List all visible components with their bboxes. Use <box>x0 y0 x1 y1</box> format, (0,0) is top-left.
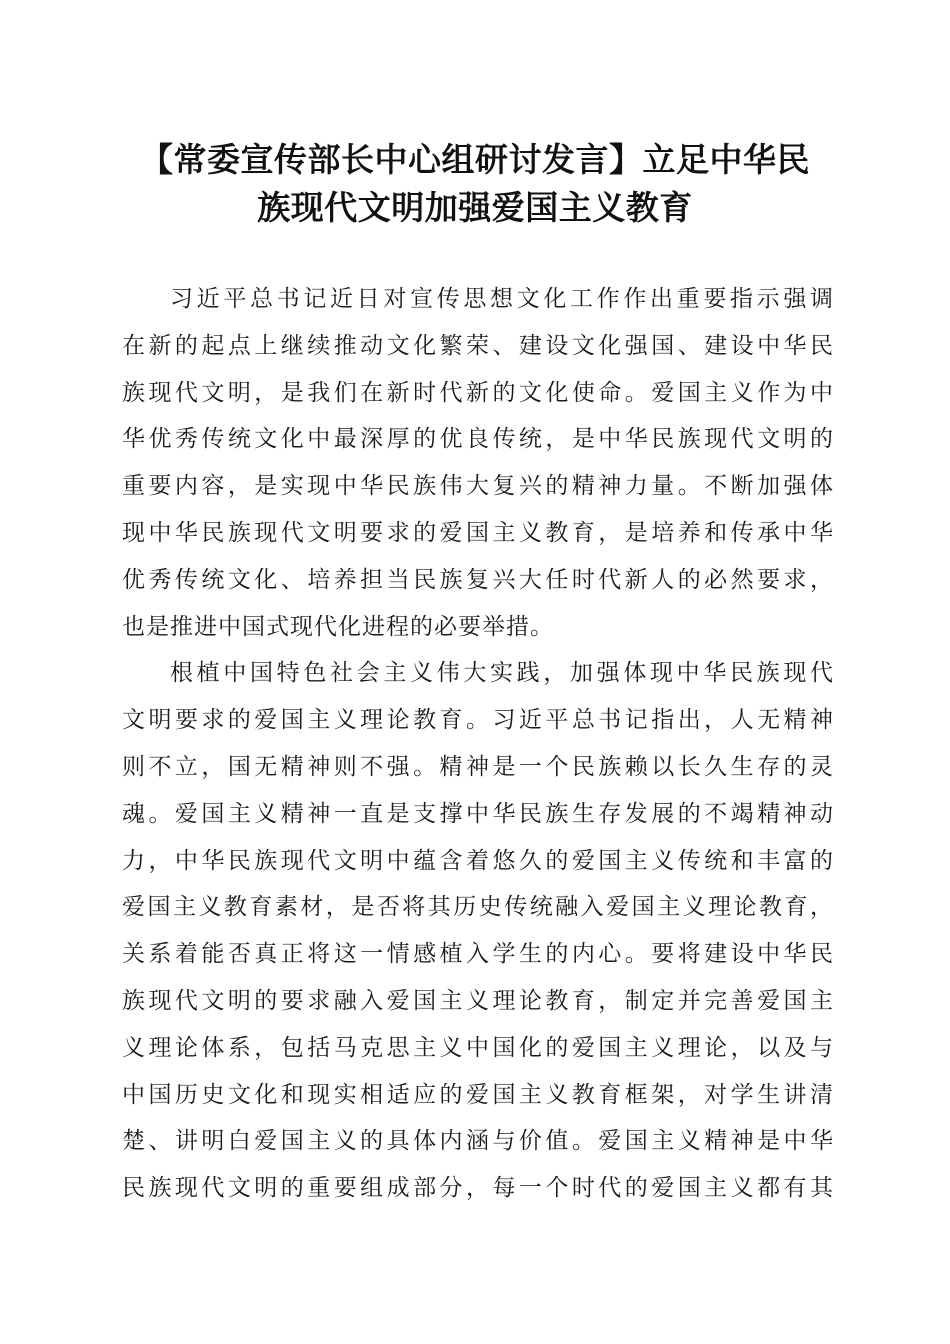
paragraph-1 <box>122 276 834 650</box>
paragraph-2 <box>122 650 834 1212</box>
paragraph-line: 文明要求的爱国主义理论教育。习近平总书记指出，人无精神 <box>122 707 834 734</box>
paragraph-line: 魂。爱国主义精神一直是支撑中华民族生存发展的不竭精神动 <box>122 800 834 827</box>
paragraph-line: 习近平总书记近日对宣传思想文化工作作出重要指示强调 <box>170 286 834 312</box>
document-body <box>122 276 834 1212</box>
paragraph-line: 则不立，国无精神则不强。精神是一个民族赖以长久生存的灵 <box>122 753 834 780</box>
paragraph-line: 爱国主义教育素材，是否将其历史传统融入爱国主义理论教育， <box>122 894 834 921</box>
paragraph-line: 根植中国特色社会主义伟大实践，加强体现中华民族现代 <box>170 660 834 687</box>
paragraph-line: 族现代文明的要求融入爱国主义理论教育，制定并完善爱国主 <box>122 987 834 1014</box>
paragraph-line: 关系着能否真正将这一情感植入学生的内心。要将建设中华民 <box>122 941 834 968</box>
paragraph-line: 中国历史文化和现实相适应的爱国主义教育框架，对学生讲清 <box>122 1081 834 1108</box>
paragraph-line: 义理论体系，包括马克思主义中国化的爱国主义理论，以及与 <box>122 1034 834 1061</box>
title-line: 【常委宣传部长中心组研讨发言】立足中华民 <box>140 140 810 179</box>
paragraph-line: 优秀传统文化、培养担当民族复兴大任时代新人的必然要求， <box>122 566 834 593</box>
paragraph-line: 民族现代文明的重要组成部分，每一个时代的爱国主义都有其 <box>122 1175 834 1202</box>
paragraph-line: 华优秀传统文化中最深厚的优良传统，是中华民族现代文明的 <box>122 426 834 453</box>
paragraph-line: 在新的起点上继续推动文化繁荣、建设文化强国、建设中华民 <box>122 332 834 359</box>
paragraph-line: 现中华民族现代文明要求的爱国主义教育，是培养和传承中华 <box>122 519 834 546</box>
paragraph-line: 重要内容，是实现中华民族伟大复兴的精神力量。不断加强体 <box>122 473 834 500</box>
paragraph-line: 族现代文明，是我们在新时代新的文化使命。爱国主义作为中 <box>122 379 834 406</box>
paragraph-line: 也是推进中国式现代化进程的必要举措。 <box>122 613 554 640</box>
document-title <box>110 136 840 232</box>
title-line: 族现代文明加强爱国主义教育 <box>257 188 693 227</box>
paragraph-line: 楚、讲明白爱国主义的具体内涵与价值。爱国主义精神是中华 <box>122 1128 834 1155</box>
paragraph-line: 力，中华民族现代文明中蕴含着悠久的爱国主义传统和丰富的 <box>122 847 834 874</box>
